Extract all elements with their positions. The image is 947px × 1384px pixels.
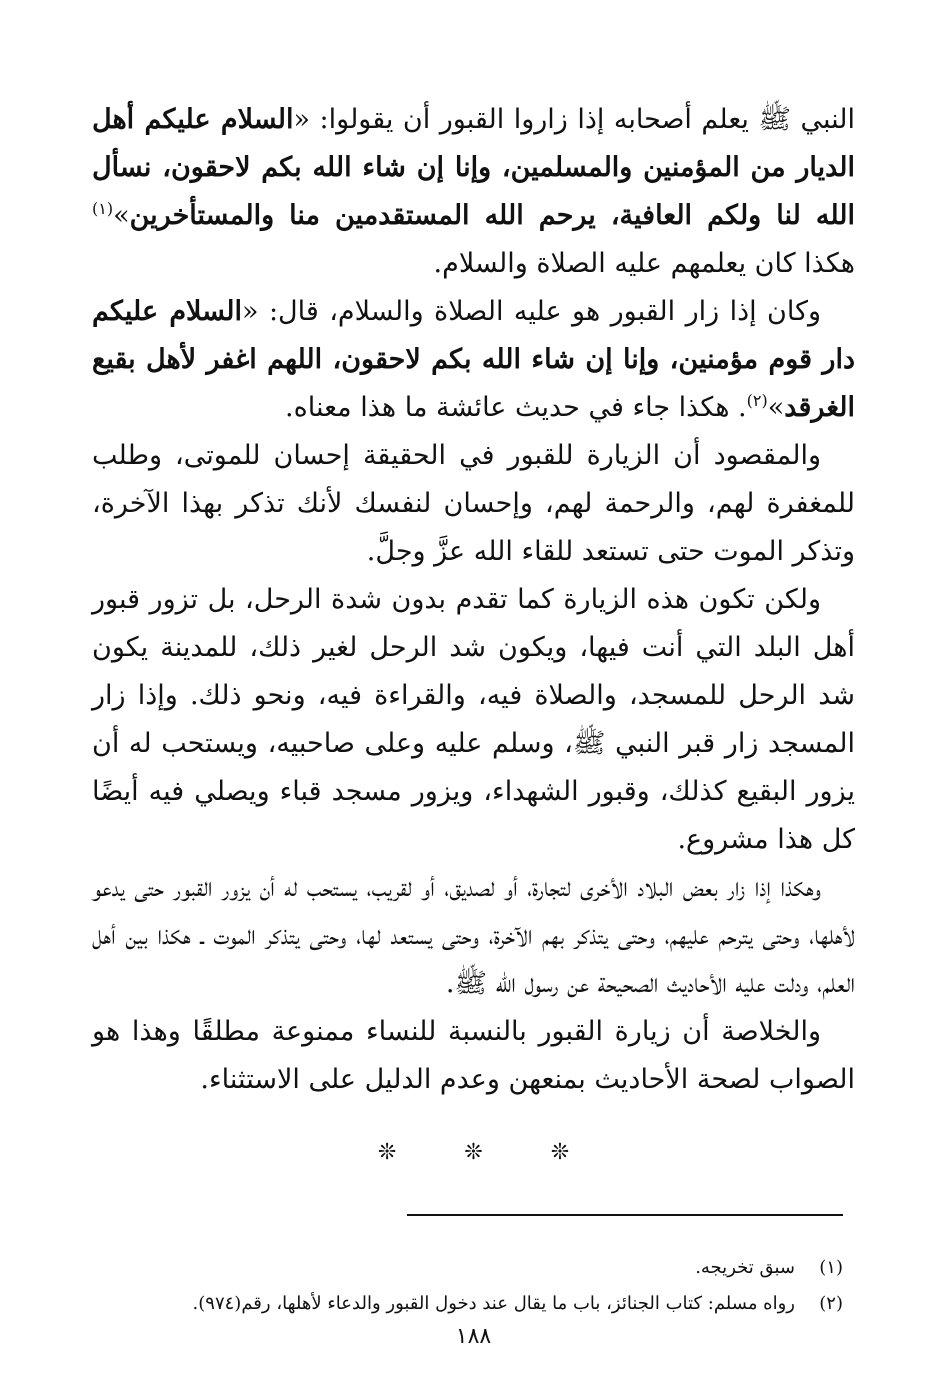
paragraph-4-text: ولكن تكون هذه الزيارة كما تقدم بدون شدة الرحل، بل تزور قبور أهل البلد التي أنت فيها، ويكون شد الرحل لغير ذلك، للمدينة يكون شد الرحل للمسجد، والصلاة فيه، والقراءة فيه، ونحو ذلك. وإذا زار المسجد زار قبر النبي ﷺ، وسلم عليه وعلى صاحبيه، ويستحب له أن يزور البقيع كذلك، وقبور الشهداء، ويزور مسجد قباء ويصلي فيه أيضًا كل هذا مشروع. xyxy=(92,584,855,855)
paragraph-2-tail: . هكذا جاء في حديث عائشة ما هذا معناه. xyxy=(285,392,747,423)
page-body xyxy=(92,96,855,1104)
paragraph-4 xyxy=(92,576,855,864)
footnote-2 xyxy=(92,1286,843,1322)
footnote-ref-1[interactable]: (١) xyxy=(92,199,114,218)
paragraph-1-tail: هكذا كان يعلمهم عليه الصلاة والسلام. xyxy=(433,248,855,279)
footnote-1 xyxy=(92,1250,843,1286)
paragraph-5 xyxy=(92,864,855,1008)
paragraph-6-text: والخلاصة أن زيارة القبور بالنسبة للنساء ممنوعة مطلقًا وهذا هو الصواب لصحة الأحاديث بمنعهن وعدم الدليل على الاستثناء. xyxy=(92,1016,855,1095)
section-divider xyxy=(0,1140,947,1165)
paragraph-2 xyxy=(92,288,855,432)
hadith-text-2: السلام عليكم دار قوم مؤمنين، وإنا إن شاء الله بكم لاحقون، اللهم اغفر لأهل بقيع الغرقد xyxy=(92,296,855,423)
paragraph-1 xyxy=(92,96,855,288)
paragraph-6 xyxy=(92,1008,855,1104)
footnotes xyxy=(92,1250,843,1322)
star-ornament-icon: ❊ xyxy=(464,1140,483,1165)
paragraph-1-text: النبي ﷺ يعلم أصحابه إذا زاروا القبور أن يقولوا: « xyxy=(293,104,855,135)
footnote-number: (٢) xyxy=(819,1293,843,1314)
footnote-ref-2[interactable]: (٢) xyxy=(746,391,768,410)
paragraph-3-text: والمقصود أن الزيارة للقبور في الحقيقة إحسان للموتى، وطلب للمغفرة لهم، والرحمة لهم، وإحسان لنفسك لأنك تذكر بهذا الآخرة، وتذكر الموت حتى تستعد للقاء الله عزَّ وجلَّ. xyxy=(92,440,855,567)
hadith-text-1: السلام عليكم أهل الديار من المؤمنين والمسلمين، وإنا إن شاء الله بكم لاحقون، نسأل الله لنا ولكم العافية، يرحم الله المستقدمين منا والمستأخرين xyxy=(92,104,855,231)
page-number: ١٨٨ xyxy=(455,1324,492,1349)
star-ornament-icon: ❊ xyxy=(550,1140,570,1165)
paragraph-5-text: وهكذا إذا زار بعض البلاد الأخرى لتجارة، أو لصديق، أو لقريب، يستحب له أن يزور القبور حتى يدعو لأهلها، وحتى يترحم عليهم، وحتى يتذكر بهم الآخرة، وحتى يستعد لها، وحتى يتذكر الموت ـ هكذا بين أهل العلم، ودلت عليه الأحاديث الصحيحة عن رسول الله ﷺ. xyxy=(92,872,855,999)
paragraph-3 xyxy=(92,432,855,576)
footnote-number: (١) xyxy=(819,1257,843,1278)
paragraph-2-text: وكان إذا زار القبور هو عليه الصلاة والسلام، قال: « xyxy=(241,296,821,327)
quote-close-1: » xyxy=(113,200,130,231)
quote-close-2: » xyxy=(767,392,785,423)
footnote-separator xyxy=(407,1214,843,1216)
star-ornament-icon: ❊ xyxy=(377,1140,397,1165)
footnote-text: سبق تخريجه. xyxy=(695,1257,795,1278)
footnote-text: رواه مسلم: كتاب الجنائز، باب ما يقال عند دخول القبور والدعاء لأهلها، رقم(٩٧٤). xyxy=(192,1293,795,1314)
